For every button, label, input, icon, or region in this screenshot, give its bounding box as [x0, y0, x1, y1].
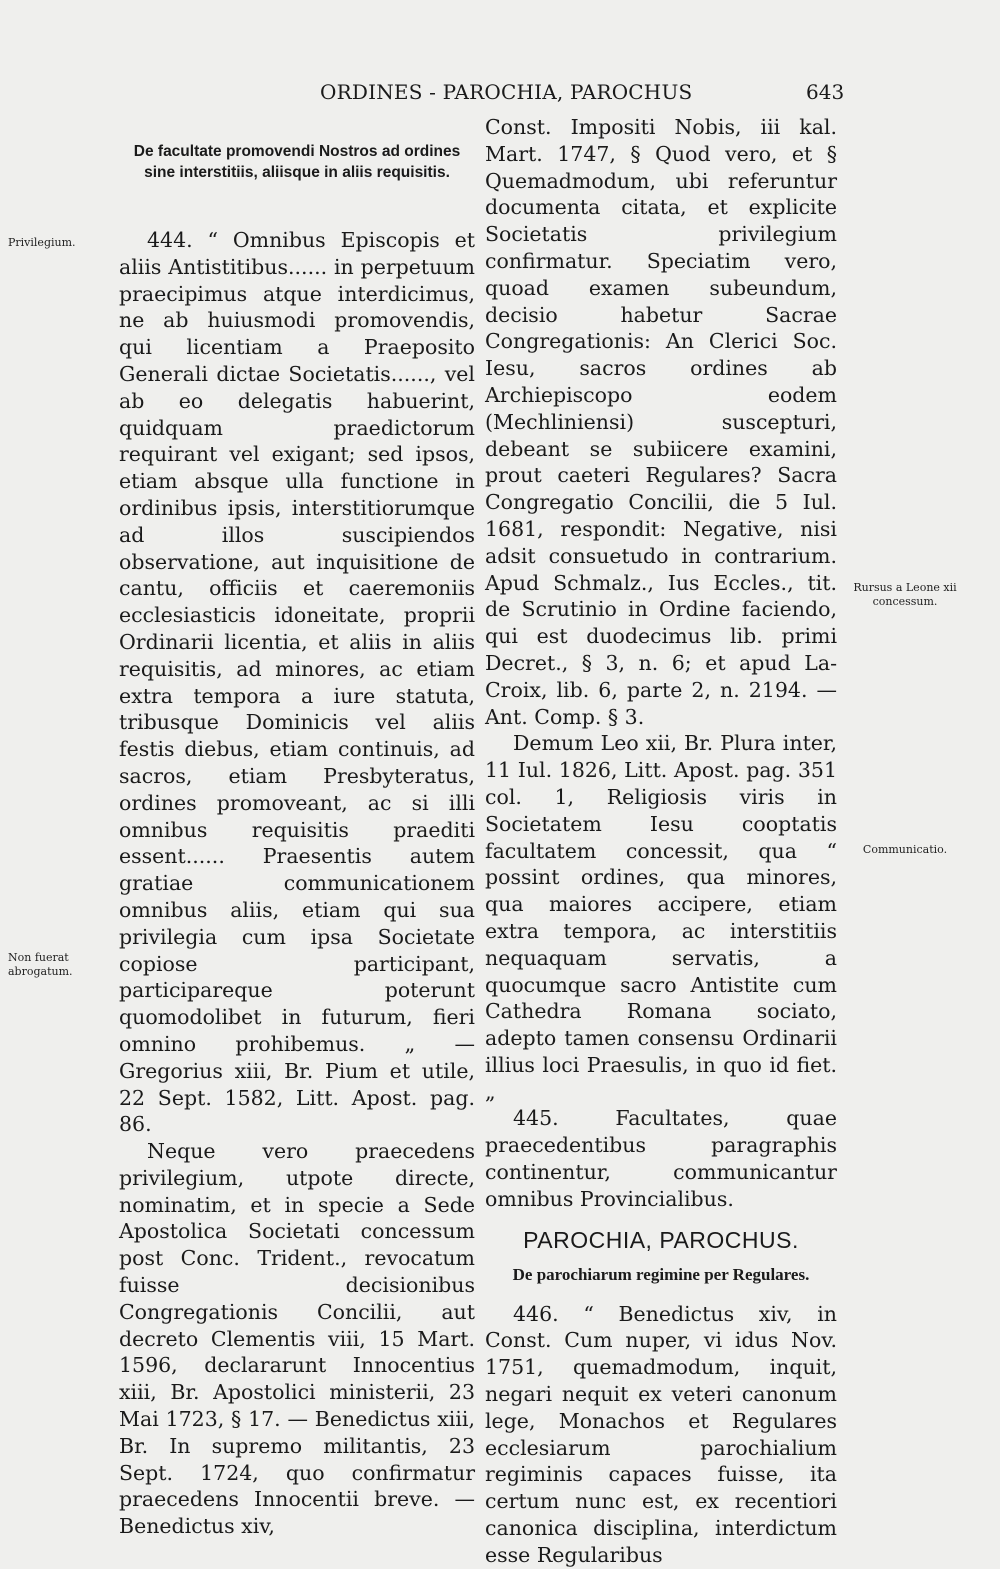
running-header-title: ORDINES - PAROCHIA, PAROCHUS [320, 80, 693, 104]
right-column [485, 114, 837, 1569]
margin-note-privilegium: Privilegium. [8, 236, 76, 249]
margin-note-rursus: Rursus a Leone xii concessum. [853, 581, 957, 608]
page-number: 643 [806, 80, 845, 104]
section-subheading: De parochiarum regimine per Regulares. [512, 1264, 810, 1284]
paragraph-neque-vero: Neque vero praecedens privilegium, utpote directe, nominatim, et in specie a Sede Apostolica Societati concessum post Conc. Trident., revocatum fuisse decisionibus Congregationis Concilii, aut decreto Clementis viii, 15 Mart. 1596, declararunt Innocentius xiii, Br. Apostolici ministerii, 23 Mai 1723, § 17. — Benedictus xiii, Br. In supremo militantis, 23 Sept. 1724, quo confirmatur praecedens Innocentii breve. — Benedictus xiv, [119, 1139, 475, 1539]
left-column [119, 141, 475, 1540]
margin-note-communicatio: Communicatio. [862, 843, 948, 856]
margin-note-non-fuerat: Non fuerat abrogatum. [8, 951, 73, 978]
section-title: PAROCHIA, PAROCHUS. [523, 1226, 799, 1253]
paragraph-demum-leo: Demum Leo xii, Br. Plura inter, 11 Iul. 1826, Litt. Apost. pag. 351 col. 1, Religiosis viris in Societatem Iesu cooptatis facultatem concessit, qua “ possint ordines, qua minores, qua maiores accipere, etiam extra tempora, ac interstitiis nequaquam servatis, a quocumque sacro Antistite cum Cathedra Romana sociato, adepto tamen consensu Ordinarii illius loci Praesulis, in quo id fiet. „ [485, 731, 837, 1104]
paragraph-445: 445. Facultates, quae praecedentibus paragraphis continentur, communicantur omnibus Provincialibus. [485, 1106, 837, 1211]
paragraph-const-impositi: Const. Impositi Nobis, iii kal. Mart. 1747, § Quod vero, et § Quemadmodum, ubi referuntur documenta citata, et explicite Societatis privilegium confirmatur. Speciatim vero, quoad examen subeundum, decisio habetur Sacrae Congregationis: An Clerici Soc. Iesu, sacros ordines ab Archiepiscopo eodem (Mechliniensi) suscepturi, debeant se subiicere examini, prout caeteri Regulares? Sacra Congregatio Concilii, die 5 Iul. 1681, respondit: Negative, nisi adsit consuetudo in contrarium. Apud Schmalz., Ius Eccles., tit. de Scrutinio in Ordine faciendo, qui est duodecimus lib. primi Decret., § 3, n. 6; et apud La-Croix, lib. 6, parte 2, n. 2194. — Ant. Comp. § 3. [485, 115, 837, 729]
paragraph-444: 444. “ Omnibus Episcopis et aliis Antistitibus...... in perpetuum praecipimus atque interdicimus, ne ab huiusmodi promovendis, qui licentiam a Praeposito Generali dictae Societatis......, vel ab eo delegatis habuerint, quidquam praedictorum requirant vel exigant; sed ipsos, etiam absque ulla functione in ordinibus ipsis, interstitiorumque ad illos suscipiendos observatione, aut inquisitione de cantu, officiis et caeremoniis ecclesiasticis idoneitate, proprii Ordinarii licentia, et aliis in aliis requisitis, ad minores, ac etiam extra tempora a iure statuta, tribusque Dominicis vel aliis festis diebus, etiam continuis, ad sacros, etiam Presbyteratus, ordines promoveant, ac si illi omnibus requisitis praediti essent...... Praesentis autem gratiae communicationem omnibus aliis, etiam qui sua privilegia cum ipsa Societate copiose participant, participareque poterunt quomodolibet in futurum, fieri omnino prohibemus. „ — Gregorius xiii, Br. Pium et utile, 22 Sept. 1582, Litt. Apost. pag. 86. [119, 228, 475, 1137]
left-subheading: De facultate promovendi Nostros ad ordines sine interstitiis, aliisque in aliis requisitis. [133, 143, 461, 181]
paragraph-446: 446. “ Benedictus xiv, in Const. Cum nuper, vi idus Nov. 1751, quemadmodum, inquit, negari nequit ex veteri canonum lege, Monachos et Regulares ecclesiarum parochialium regiminis capaces fuisse, ita certum nunc est, ex recentiori canonica disciplina, interdictum esse Regularibus [485, 1301, 837, 1567]
